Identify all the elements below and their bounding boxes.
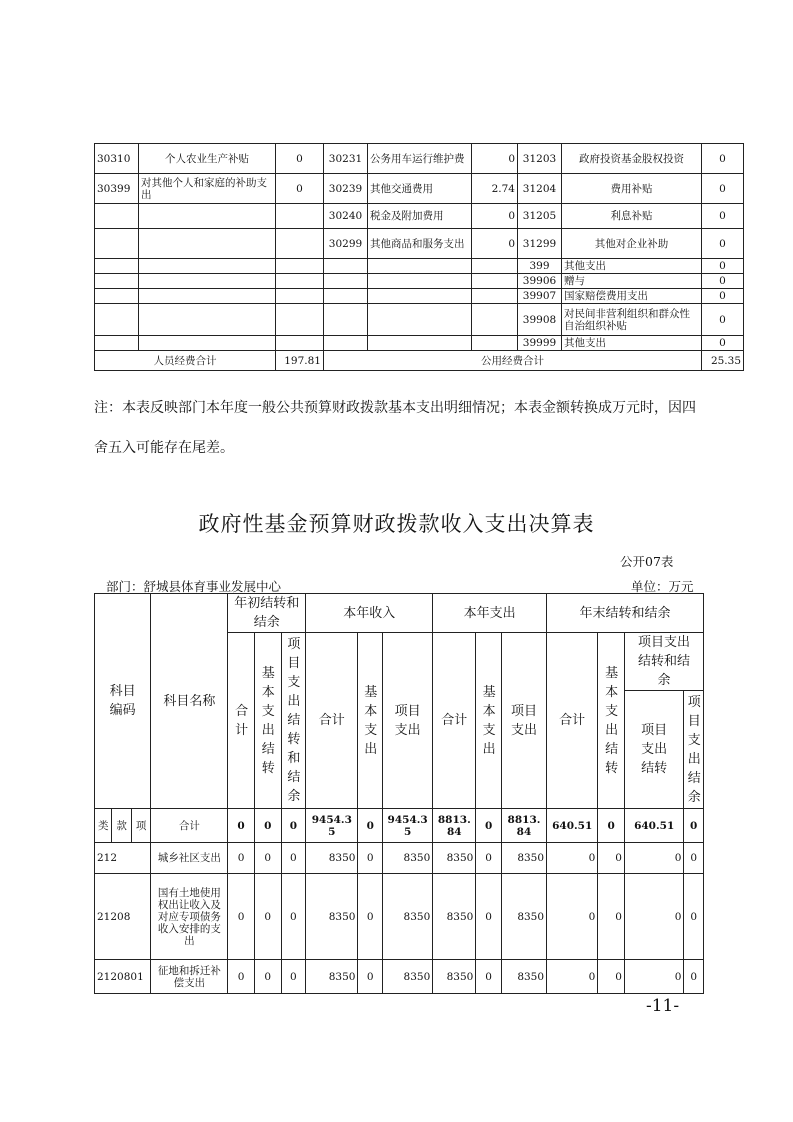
sum-cell: 0 xyxy=(684,809,704,843)
row-value: 0 xyxy=(254,960,281,994)
sum-cell: 0 xyxy=(358,809,383,843)
detail-row xyxy=(95,274,744,289)
sum-cell: 0 xyxy=(281,809,306,843)
row-value: 8350 xyxy=(433,960,476,994)
header-close-proj xyxy=(624,633,703,691)
detail-cell-c3 xyxy=(276,289,324,304)
detail-cell-c3: 0 xyxy=(276,144,324,174)
row-value: 0 xyxy=(358,843,383,874)
detail-cell-c8: 对民间非营利组织和群众性自治组织补贴 xyxy=(562,304,702,336)
detail-cell-c3 xyxy=(276,336,324,351)
sum-cell: 9454.35 xyxy=(306,809,358,843)
header-expense-basic-text: 基本支出 xyxy=(482,684,496,757)
header-close: 年末结转和结余 xyxy=(547,594,704,633)
detail-cell-c9: 0 xyxy=(702,144,744,174)
row-value: 0 xyxy=(281,843,306,874)
detail-cell-c8: 利息补贴 xyxy=(562,204,702,229)
public-total-label: 公用经费合计 xyxy=(324,351,702,371)
detail-row xyxy=(95,259,744,274)
row-value: 0 xyxy=(281,874,306,960)
detail-cell-c2 xyxy=(139,274,276,289)
detail-cell-c8: 费用补贴 xyxy=(562,174,702,204)
header-expense-basic xyxy=(476,633,502,809)
header-expense-total: 合计 xyxy=(433,633,476,809)
detail-cell-c4 xyxy=(324,259,368,274)
detail-cell-c5 xyxy=(368,336,472,351)
header-open-total-text: 合计 xyxy=(235,703,249,738)
row-value: 8350 xyxy=(306,843,358,874)
detail-cell-c4 xyxy=(324,304,368,336)
header-expense: 本年支出 xyxy=(433,594,547,633)
sum-cell: 9454.35 xyxy=(383,809,433,843)
sum-cell: 0 xyxy=(476,809,502,843)
detail-cell-c6 xyxy=(472,289,518,304)
detail-cell-c6 xyxy=(472,274,518,289)
header-code xyxy=(95,594,151,809)
detail-cell-c1 xyxy=(95,259,139,274)
row-value: 8350 xyxy=(433,874,476,960)
detail-cell-c4: 30231 xyxy=(324,144,368,174)
detail-cell-c2 xyxy=(139,289,276,304)
detail-cell-c7: 39999 xyxy=(518,336,562,351)
row-value: 8350 xyxy=(383,843,433,874)
detail-cell-c5: 其他商品和服务支出 xyxy=(368,229,472,259)
detail-cell-c7: 31204 xyxy=(518,174,562,204)
row-value: 8350 xyxy=(501,843,546,874)
detail-cell-c8: 其他支出 xyxy=(562,259,702,274)
row-code: 212 xyxy=(95,843,151,874)
row-value: 0 xyxy=(547,960,598,994)
detail-cell-c9: 0 xyxy=(702,259,744,274)
data-row xyxy=(95,874,704,960)
row-code: 2120801 xyxy=(95,960,151,994)
header-close-proj-text: 项目支出结转和结余 xyxy=(637,635,690,688)
detail-row xyxy=(95,204,744,229)
detail-cell-c2: 个人农业生产补贴 xyxy=(139,144,276,174)
detail-cell-c3: 0 xyxy=(276,174,324,204)
detail-cell-c6: 0 xyxy=(472,144,518,174)
header-income-basic xyxy=(358,633,383,809)
xiang-label: 项 xyxy=(131,809,151,843)
header-code-text: 科目编码 xyxy=(109,684,136,718)
header-close-basic-text: 基本支出结转 xyxy=(605,665,619,776)
detail-row xyxy=(95,144,744,174)
data-row xyxy=(95,843,704,874)
detail-cell-c1 xyxy=(95,336,139,351)
header-name: 科目名称 xyxy=(151,594,228,809)
detail-cell-c9: 0 xyxy=(702,336,744,351)
detail-cell-c7: 31205 xyxy=(518,204,562,229)
detail-cell-c9: 0 xyxy=(702,174,744,204)
detail-cell-c5 xyxy=(368,304,472,336)
row-value: 0 xyxy=(624,874,683,960)
detail-cell-c8: 赠与 xyxy=(562,274,702,289)
kuan-label: 款 xyxy=(112,809,131,843)
row-value: 0 xyxy=(476,960,502,994)
row-value: 8350 xyxy=(383,960,433,994)
sum-cell: 640.51 xyxy=(624,809,683,843)
row-value: 8350 xyxy=(306,960,358,994)
detail-cell-c2 xyxy=(139,229,276,259)
note-line-2: 舍五入可能存在尾差。 xyxy=(94,440,234,456)
detail-cell-c9: 0 xyxy=(702,204,744,229)
personnel-total-value: 197.81 xyxy=(276,351,324,371)
page-title: 政府性基金预算财政拨款收入支出决算表 xyxy=(198,512,595,536)
detail-cell-c7: 39907 xyxy=(518,289,562,304)
detail-cell-c8: 其他对企业补助 xyxy=(562,229,702,259)
expense-detail-table xyxy=(94,143,744,371)
sum-cell: 8813.84 xyxy=(501,809,546,843)
detail-cell-c7: 39906 xyxy=(518,274,562,289)
header-open-basic xyxy=(254,633,281,809)
sum-cell: 0 xyxy=(228,809,255,843)
row-value: 0 xyxy=(684,843,704,874)
detail-cell-c4 xyxy=(324,274,368,289)
row-code: 21208 xyxy=(95,874,151,960)
header-open xyxy=(228,594,306,633)
detail-cell-c6 xyxy=(472,259,518,274)
form-number: 公开07表 xyxy=(620,554,674,569)
header-proj-carry xyxy=(624,691,683,809)
detail-row xyxy=(95,304,744,336)
row-value: 0 xyxy=(547,843,598,874)
row-value: 0 xyxy=(684,960,704,994)
detail-cell-c2 xyxy=(139,259,276,274)
row-value: 0 xyxy=(476,874,502,960)
row-name: 国有土地使用权出让收入及对应专项债务收入安排的支出 xyxy=(151,874,228,960)
lei-label: 类 xyxy=(95,809,112,843)
row-name: 征地和拆迁补偿支出 xyxy=(151,960,228,994)
detail-cell-c8: 国家赔偿费用支出 xyxy=(562,289,702,304)
detail-cell-c4: 30239 xyxy=(324,174,368,204)
detail-cell-c3 xyxy=(276,204,324,229)
detail-cell-c4 xyxy=(324,289,368,304)
detail-cell-c2: 对其他个人和家庭的补助支出 xyxy=(139,174,276,204)
detail-cell-c4 xyxy=(324,336,368,351)
row-value: 0 xyxy=(598,874,625,960)
detail-cell-c4: 30299 xyxy=(324,229,368,259)
row-value: 0 xyxy=(547,874,598,960)
detail-cell-c1 xyxy=(95,289,139,304)
personnel-total-label: 人员经费合计 xyxy=(153,354,217,367)
detail-cell-c5: 公务用车运行维护费 xyxy=(368,144,472,174)
detail-cell-c9: 0 xyxy=(702,229,744,259)
row-value: 8350 xyxy=(501,874,546,960)
detail-cell-c7: 399 xyxy=(518,259,562,274)
row-value: 0 xyxy=(358,874,383,960)
row-value: 0 xyxy=(598,960,625,994)
row-value: 0 xyxy=(281,960,306,994)
row-value: 0 xyxy=(254,874,281,960)
detail-cell-c1 xyxy=(95,274,139,289)
detail-cell-c3 xyxy=(276,259,324,274)
row-value: 0 xyxy=(228,960,255,994)
gov-fund-table xyxy=(94,593,704,994)
detail-cell-c6: 2.74 xyxy=(472,174,518,204)
row-value: 0 xyxy=(684,874,704,960)
detail-cell-c1 xyxy=(95,204,139,229)
sum-cell: 0 xyxy=(598,809,625,843)
unit-label: 单位：万元 xyxy=(631,579,694,594)
detail-cell-c8: 其他支出 xyxy=(562,336,702,351)
row-value: 0 xyxy=(476,843,502,874)
row-value: 8350 xyxy=(501,960,546,994)
header-income-proj xyxy=(383,633,433,809)
sum-row xyxy=(95,809,704,843)
header-income-proj-text: 项目支出 xyxy=(394,703,421,738)
detail-cell-c5 xyxy=(368,259,472,274)
header-open-proj-text: 项目支出结转和结余 xyxy=(287,637,301,804)
row-value: 8350 xyxy=(306,874,358,960)
header-close-basic xyxy=(598,633,625,809)
detail-cell-c2 xyxy=(139,336,276,351)
department-label: 部门：舒城县体育事业发展中心 xyxy=(106,579,282,594)
row-value: 8350 xyxy=(433,843,476,874)
detail-cell-c7: 31203 xyxy=(518,144,562,174)
row-value: 8350 xyxy=(383,874,433,960)
header-income-total: 合计 xyxy=(306,633,358,809)
header-open-proj xyxy=(281,633,306,809)
totals-row xyxy=(95,351,744,371)
row-value: 0 xyxy=(358,960,383,994)
detail-cell-c3 xyxy=(276,274,324,289)
detail-cell-c5: 其他交通费用 xyxy=(368,174,472,204)
sum-cell: 8813.84 xyxy=(433,809,476,843)
detail-cell-c1: 30310 xyxy=(95,144,139,174)
header-close-total: 合计 xyxy=(547,633,598,809)
detail-cell-c3 xyxy=(276,229,324,259)
detail-row xyxy=(95,289,744,304)
header-proj-rem-text: 项目支出结余 xyxy=(687,694,701,805)
sum-label: 合计 xyxy=(151,809,228,843)
detail-cell-c9: 0 xyxy=(702,274,744,289)
row-name: 城乡社区支出 xyxy=(151,843,228,874)
detail-cell-c1 xyxy=(95,304,139,336)
row-value: 0 xyxy=(228,874,255,960)
detail-cell-c9: 0 xyxy=(702,289,744,304)
header-income: 本年收入 xyxy=(306,594,433,633)
detail-cell-c6: 0 xyxy=(472,204,518,229)
page-number: -11- xyxy=(646,996,680,1016)
public-total-value: 25.35 xyxy=(702,351,744,371)
detail-cell-c6 xyxy=(472,304,518,336)
data-row xyxy=(95,960,704,994)
detail-row xyxy=(95,174,744,204)
row-value: 0 xyxy=(598,843,625,874)
detail-cell-c9: 0 xyxy=(702,304,744,336)
header-open-basic-text: 基本支出结转 xyxy=(261,665,275,776)
detail-cell-c3 xyxy=(276,304,324,336)
detail-cell-c5 xyxy=(368,289,472,304)
detail-cell-c2 xyxy=(139,304,276,336)
detail-cell-c8: 政府投资基金股权投资 xyxy=(562,144,702,174)
sum-cell: 640.51 xyxy=(547,809,598,843)
header-open-total xyxy=(228,633,255,809)
detail-row xyxy=(95,229,744,259)
row-value: 0 xyxy=(228,843,255,874)
row-value: 0 xyxy=(624,843,683,874)
detail-cell-c2 xyxy=(139,204,276,229)
header-income-basic-text: 基本支出 xyxy=(364,684,378,757)
detail-cell-c5 xyxy=(368,274,472,289)
header-expense-proj xyxy=(501,633,546,809)
detail-cell-c6 xyxy=(472,336,518,351)
row-value: 0 xyxy=(624,960,683,994)
detail-cell-c1 xyxy=(95,229,139,259)
note-line-1: 注：本表反映部门本年度一般公共预算财政拨款基本支出明细情况；本表金额转换成万元时，因四 xyxy=(94,400,696,416)
detail-cell-c1: 30399 xyxy=(95,174,139,204)
detail-cell-c7: 31299 xyxy=(518,229,562,259)
header-proj-rem xyxy=(684,691,704,809)
row-value: 0 xyxy=(254,843,281,874)
detail-row xyxy=(95,336,744,351)
detail-cell-c6: 0 xyxy=(472,229,518,259)
header-expense-proj-text: 项目支出 xyxy=(510,703,537,738)
detail-cell-c5: 税金及附加费用 xyxy=(368,204,472,229)
sum-cell: 0 xyxy=(254,809,281,843)
header-proj-carry-text: 项目支出结转 xyxy=(641,723,668,776)
header-open-text: 年初结转和结余 xyxy=(234,596,300,630)
detail-cell-c4: 30240 xyxy=(324,204,368,229)
detail-cell-c7: 39908 xyxy=(518,304,562,336)
